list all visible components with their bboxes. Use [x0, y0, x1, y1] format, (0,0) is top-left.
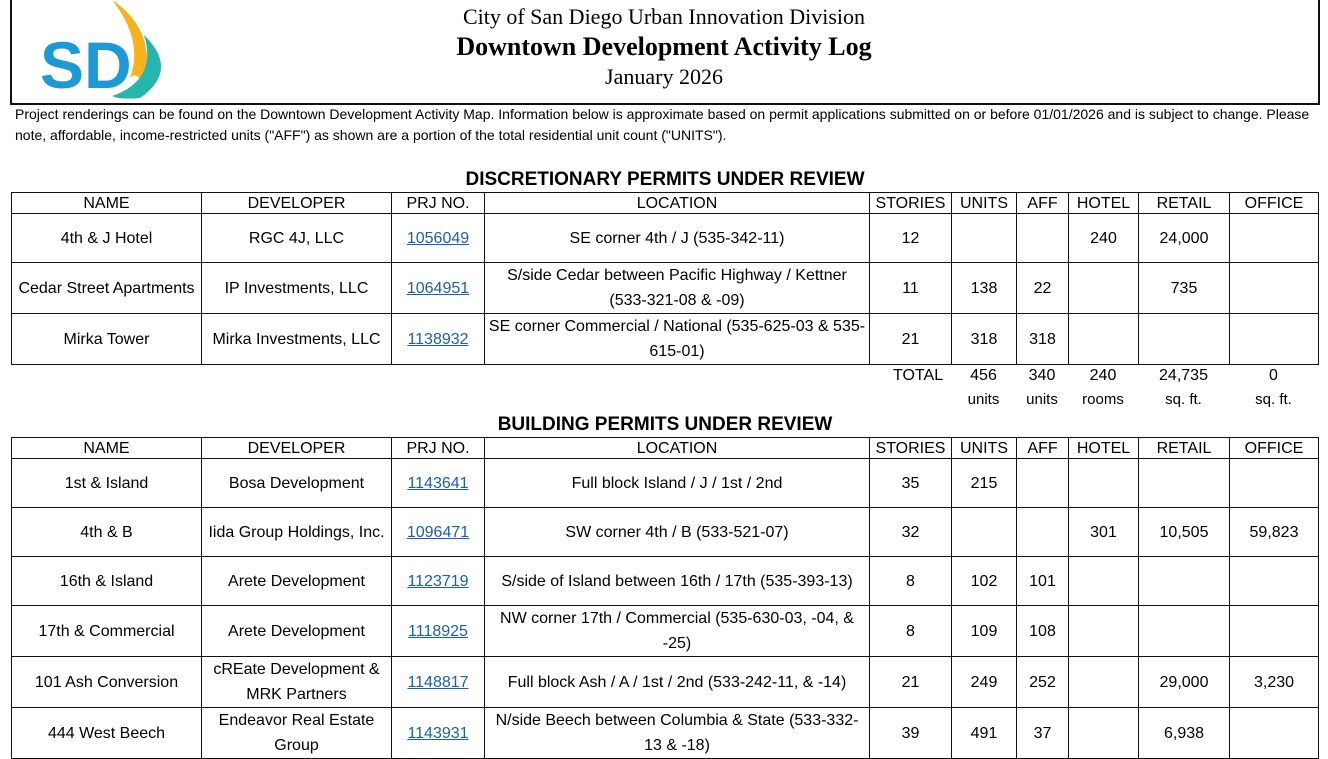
cell-aff: 108	[1017, 606, 1069, 657]
cell-location: N/side Beech between Columbia & State (533-332-13 & -18)	[485, 708, 870, 759]
column-header: DEVELOPER	[202, 193, 392, 214]
cell-units: 491	[952, 708, 1017, 759]
cell-name: 16th & Island	[12, 557, 202, 606]
cell-developer: cREate Development & MRK Partners	[202, 657, 392, 708]
cell-units: 109	[952, 606, 1017, 657]
cell-hotel	[1069, 606, 1139, 657]
org-name: City of San Diego Urban Innovation Division	[462, 4, 866, 29]
cell-prj-no	[392, 708, 485, 759]
cell-name: 101 Ash Conversion	[12, 657, 202, 708]
cell-location: SE corner Commercial / National (535-625-03 & 535-615-01)	[485, 314, 870, 365]
column-header: NAME	[12, 193, 202, 214]
cell-developer: Bosa Development	[202, 459, 392, 508]
cell-hotel	[1069, 708, 1139, 759]
cell-retail	[1139, 557, 1230, 606]
cell-office	[1230, 557, 1319, 606]
project-number-link[interactable]: 1096471	[406, 523, 470, 541]
discretionary-title: DISCRETIONARY PERMITS UNDER REVIEW	[465, 169, 865, 190]
cell-aff	[1017, 459, 1069, 508]
cell-hotel	[1069, 263, 1139, 314]
cell-stories: 35	[870, 459, 952, 508]
cell-office	[1230, 214, 1319, 263]
cell-hotel: 301	[1069, 508, 1139, 557]
discretionary-table	[11, 192, 1319, 365]
cell-aff	[1017, 214, 1069, 263]
cell-units: 318	[952, 314, 1017, 365]
table-row	[12, 606, 1319, 657]
cell-prj-no	[392, 459, 485, 508]
cell-retail	[1139, 606, 1230, 657]
cell-hotel	[1069, 657, 1139, 708]
column-header: STORIES	[870, 193, 952, 214]
cell-units: 249	[952, 657, 1017, 708]
cell-location: SW corner 4th / B (533-521-07)	[485, 508, 870, 557]
cell-aff: 37	[1017, 708, 1069, 759]
cell-developer: IP Investments, LLC	[202, 263, 392, 314]
project-number-link[interactable]: 1118925	[408, 622, 468, 640]
header-row	[12, 193, 1319, 214]
table-row	[12, 459, 1319, 508]
building-table	[11, 437, 1319, 759]
cell-aff: 101	[1017, 557, 1069, 606]
cell-aff: 22	[1017, 263, 1069, 314]
cell-stories: 11	[870, 263, 952, 314]
cell-location: Full block Island / J / 1st / 2nd	[485, 459, 870, 508]
cell-hotel	[1069, 557, 1139, 606]
column-header: AFF	[1017, 193, 1069, 214]
cell-location: SE corner 4th / J (535-342-11)	[485, 214, 870, 263]
cell-hotel	[1069, 459, 1139, 508]
cell-name: 1st & Island	[12, 459, 202, 508]
project-number-link[interactable]: 1143931	[407, 724, 469, 742]
cell-aff: 318	[1017, 314, 1069, 365]
table-row	[12, 557, 1319, 606]
cell-location: Full block Ash / A / 1st / 2nd (533-242-11, & -14)	[485, 657, 870, 708]
project-number-link[interactable]: 1123719	[407, 572, 469, 590]
cell-units	[952, 508, 1017, 557]
cell-prj-no	[392, 214, 485, 263]
cell-stories: 32	[870, 508, 952, 557]
total-aff: 340 units	[1026, 367, 1058, 408]
cell-location: NW corner 17th / Commercial (535-630-03, -04, & -25)	[485, 606, 870, 657]
cell-stories: 39	[870, 708, 952, 759]
cell-location: S/side Cedar between Pacific Highway / Kettner (533-321-08 & -09)	[485, 263, 870, 314]
project-number-link[interactable]: 1064951	[406, 279, 470, 297]
column-header: LOCATION	[485, 193, 870, 214]
column-header: STORIES	[870, 438, 952, 459]
cell-retail: 735	[1139, 263, 1230, 314]
column-header: LOCATION	[485, 438, 870, 459]
total-hotel: 240 rooms	[1082, 367, 1124, 408]
project-number-link[interactable]: 1138932	[407, 330, 469, 348]
cell-name: 4th & B	[12, 508, 202, 557]
cell-units: 215	[952, 459, 1017, 508]
cell-prj-no	[392, 606, 485, 657]
cell-office: 59,823	[1230, 508, 1319, 557]
cell-name: 4th & J Hotel	[12, 214, 202, 263]
table-row	[12, 708, 1319, 759]
cell-retail: 10,505	[1139, 508, 1230, 557]
cell-developer: RGC 4J, LLC	[202, 214, 392, 263]
column-header: AFF	[1017, 438, 1069, 459]
cell-name: 444 West Beech	[12, 708, 202, 759]
cell-stories: 8	[870, 557, 952, 606]
cell-aff: 252	[1017, 657, 1069, 708]
disclaimer-note: Project renderings can be found on the Downtown Development Activity Map. Information below is approximate based on permit applications submitted on or before 01/01/2026 and is subject to change. Please note, affordable, income-restricted units ("AFF") as shown are a portion of the total residential unit count ("UNITS").	[15, 106, 1310, 143]
total-label: TOTAL	[893, 367, 944, 384]
column-header: HOTEL	[1069, 438, 1139, 459]
column-header: PRJ NO.	[392, 438, 485, 459]
cell-office	[1230, 263, 1319, 314]
cell-aff	[1017, 508, 1069, 557]
building-title: BUILDING PERMITS UNDER REVIEW	[497, 414, 833, 435]
total-retail: 24,735 sq. ft.	[1159, 367, 1208, 408]
project-number-link[interactable]: 1056049	[406, 229, 470, 247]
cell-office	[1230, 314, 1319, 365]
cell-developer: Arete Development	[202, 606, 392, 657]
cell-units: 138	[952, 263, 1017, 314]
report-date: January 2026	[605, 64, 723, 89]
table-row	[12, 508, 1319, 557]
cell-office: 3,230	[1230, 657, 1319, 708]
cell-name: 17th & Commercial	[12, 606, 202, 657]
cell-units: 102	[952, 557, 1017, 606]
cell-prj-no	[392, 557, 485, 606]
column-header: HOTEL	[1069, 193, 1139, 214]
table-row	[12, 214, 1319, 263]
cell-stories: 21	[870, 657, 952, 708]
cell-office	[1230, 459, 1319, 508]
column-header: RETAIL	[1139, 438, 1230, 459]
cell-retail: 6,938	[1139, 708, 1230, 759]
table-row	[12, 314, 1319, 365]
svg-text:SD: SD	[40, 28, 132, 100]
cell-stories: 8	[870, 606, 952, 657]
cell-prj-no	[392, 263, 485, 314]
project-number-link[interactable]: 1148817	[407, 673, 469, 691]
cell-hotel	[1069, 314, 1139, 365]
cell-developer: Iida Group Holdings, Inc.	[202, 508, 392, 557]
column-header: OFFICE	[1230, 438, 1319, 459]
cell-retail: 24,000	[1139, 214, 1230, 263]
header-row	[12, 438, 1319, 459]
cell-developer: Mirka Investments, LLC	[202, 314, 392, 365]
cell-prj-no	[392, 314, 485, 365]
column-header: DEVELOPER	[202, 438, 392, 459]
column-header: PRJ NO.	[392, 193, 485, 214]
cell-developer: Endeavor Real Estate Group	[202, 708, 392, 759]
cell-name: Mirka Tower	[12, 314, 202, 365]
cell-retail	[1139, 314, 1230, 365]
project-number-link[interactable]: 1143641	[407, 474, 469, 492]
cell-prj-no	[392, 508, 485, 557]
cell-retail	[1139, 459, 1230, 508]
cell-name: Cedar Street Apartments	[12, 263, 202, 314]
cell-stories: 21	[870, 314, 952, 365]
total-office: 0 sq. ft.	[1255, 367, 1292, 408]
page-title: Downtown Development Activity Log	[456, 32, 872, 61]
table-row	[12, 657, 1319, 708]
cell-stories: 12	[870, 214, 952, 263]
total-units: 456 units	[967, 367, 1000, 408]
column-header: RETAIL	[1139, 193, 1230, 214]
cell-office	[1230, 606, 1319, 657]
cell-office	[1230, 708, 1319, 759]
cell-location: S/side of Island between 16th / 17th (535-393-13)	[485, 557, 870, 606]
cell-prj-no	[392, 657, 485, 708]
table-row	[12, 263, 1319, 314]
column-header: UNITS	[952, 438, 1017, 459]
column-header: NAME	[12, 438, 202, 459]
column-header: UNITS	[952, 193, 1017, 214]
column-header: OFFICE	[1230, 193, 1319, 214]
cell-developer: Arete Development	[202, 557, 392, 606]
cell-units	[952, 214, 1017, 263]
cell-hotel: 240	[1069, 214, 1139, 263]
cell-retail: 29,000	[1139, 657, 1230, 708]
